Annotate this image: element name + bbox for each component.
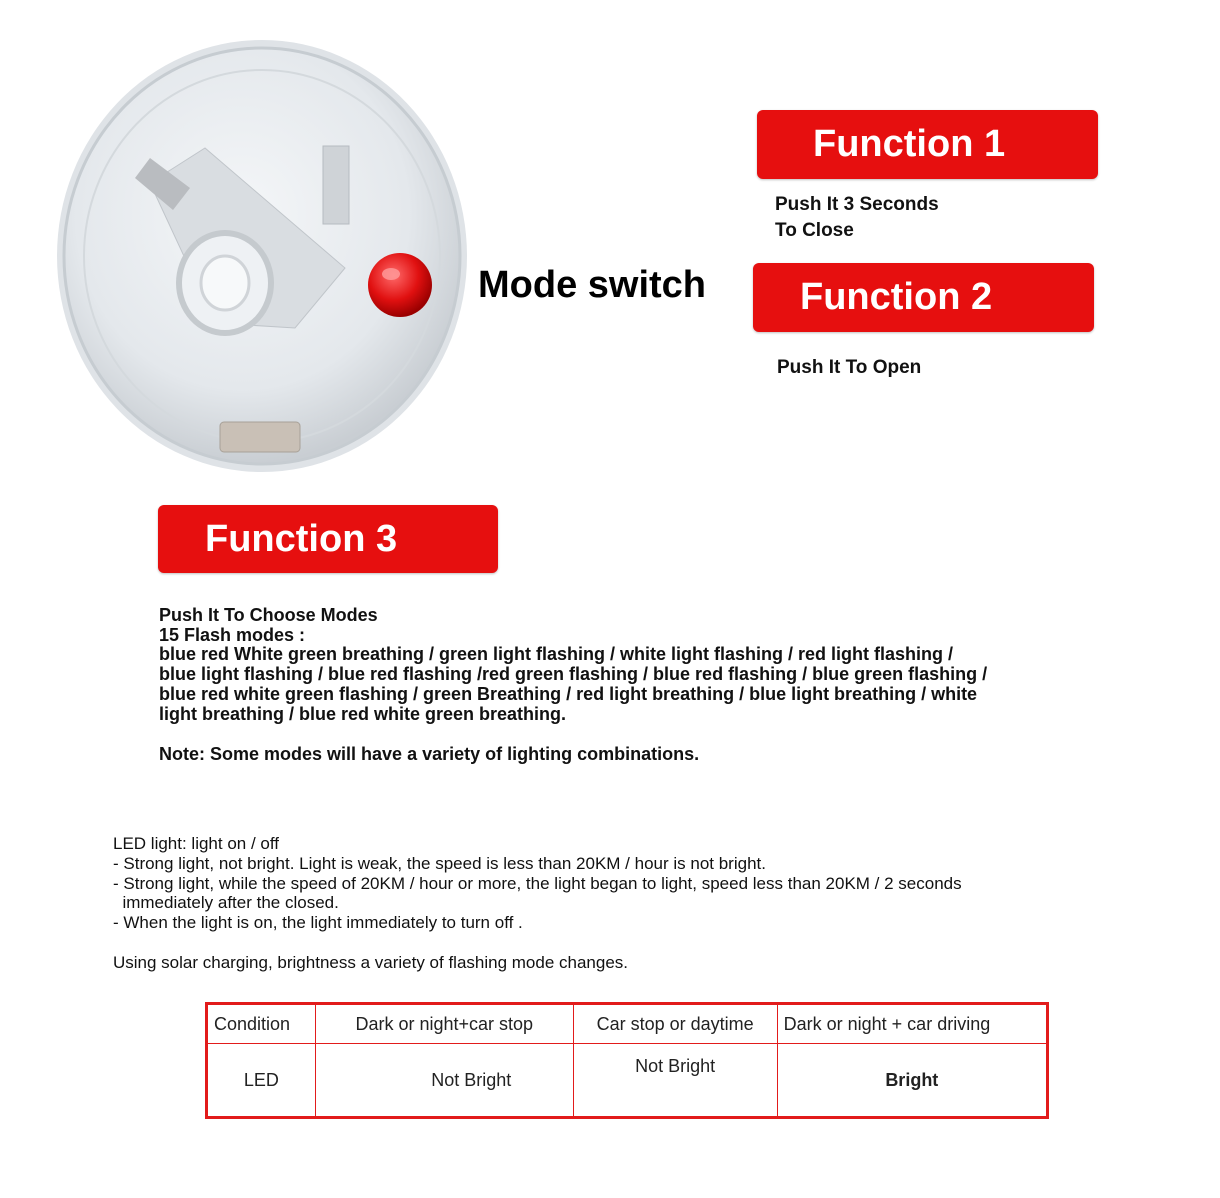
led-info-line: - When the light is on, the light immediately to turn off . xyxy=(113,913,523,933)
table-header-cell: Car stop or daytime xyxy=(573,1004,777,1044)
led-info-line: immediately after the closed. xyxy=(113,893,339,913)
function-2-badge xyxy=(753,263,1094,332)
modes-line: Push It To Choose Modes xyxy=(159,605,378,625)
table-header-cell: Dark or night+car stop xyxy=(315,1004,573,1044)
table-header-cell: Dark or night + car driving xyxy=(777,1004,1047,1044)
mode-switch-led[interactable] xyxy=(368,253,432,317)
modes-line: light breathing / blue red white green breathing. xyxy=(159,703,567,724)
led-info-line: LED light: light on / off xyxy=(113,834,280,853)
table-header-row xyxy=(207,1004,1048,1044)
function-3-title: Function 3 xyxy=(205,517,398,560)
table-header-cell: Condition xyxy=(207,1004,316,1044)
function-1-title: Function 1 xyxy=(813,123,1006,165)
led-info-line: - Strong light, not bright. Light is weak, the speed is less than 20KM / hour is not bright. xyxy=(113,853,766,873)
function-1-desc-line: To Close xyxy=(775,220,854,241)
function-1-badge xyxy=(757,110,1098,179)
led-light-info xyxy=(113,834,1113,933)
condition-table xyxy=(205,1002,1049,1119)
mode-switch-label: Mode switch xyxy=(478,264,707,306)
light-device-image xyxy=(55,38,469,474)
function-2-title: Function 2 xyxy=(800,276,993,318)
led-info-line: - Strong light, while the speed of 20KM / hour or more, the light began to light, speed less than 20KM / 2 seconds xyxy=(113,873,962,893)
function-3-badge xyxy=(158,505,498,573)
solar-charging-note: Using solar charging, brightness a variety of flashing mode changes. xyxy=(113,953,629,972)
function-1-desc-line: Push It 3 Seconds xyxy=(775,194,939,215)
modes-line: blue red White green breathing / green light flashing / white light flashing / red light flashing / xyxy=(159,644,954,665)
table-row xyxy=(207,1044,1048,1118)
function-1-description xyxy=(775,192,939,244)
flash-modes-description xyxy=(159,606,1069,724)
table-cell: LED xyxy=(207,1044,316,1118)
modes-line: blue light flashing / blue red flashing /red green flashing / blue red flashing / blue green flashing / xyxy=(159,664,988,685)
modes-line: 15 Flash modes : xyxy=(159,624,306,645)
modes-line: blue red white green flashing / green Breathing / red light breathing / blue light breathing / white xyxy=(159,683,978,704)
modes-note: Note: Some modes will have a variety of lighting combinations. xyxy=(159,744,700,764)
table-cell: Not Bright xyxy=(573,1044,777,1118)
function-2-description xyxy=(777,355,921,381)
function-2-desc-line: Push It To Open xyxy=(777,357,922,378)
table-cell: Not Bright xyxy=(315,1044,573,1118)
bright-cell: Bright xyxy=(777,1044,1047,1118)
